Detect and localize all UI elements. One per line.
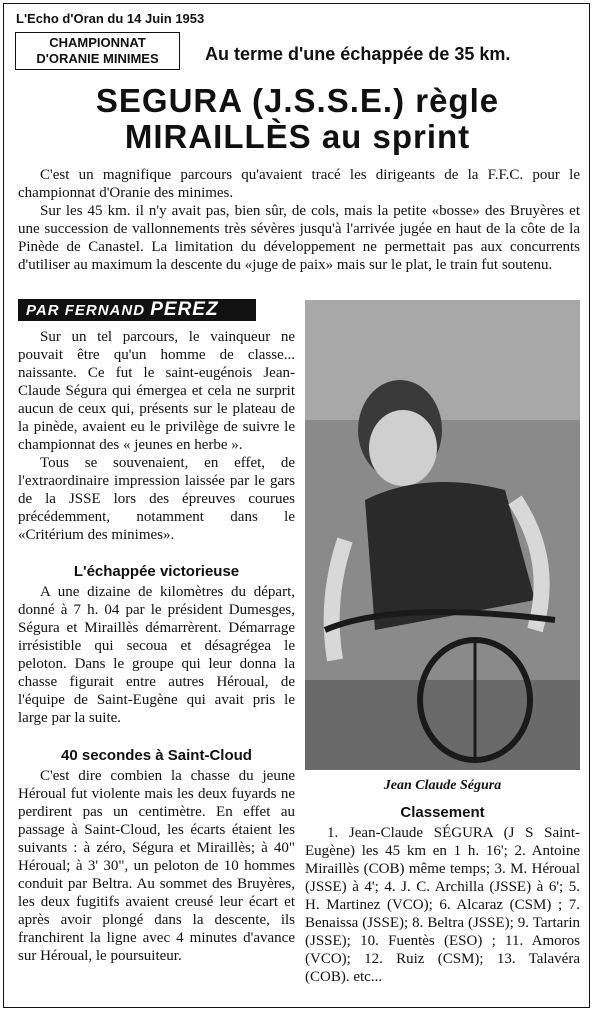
headline: Au terme d'une échappée de 35 km.: [205, 44, 511, 64]
byline: [18, 299, 256, 321]
source-line: L'Echo d'Oran du 14 Juin 1953: [16, 11, 205, 26]
intro: [18, 166, 580, 274]
kicker-box: [15, 32, 180, 70]
classement-block: [305, 824, 580, 986]
intro-paragraph: C'est un magnifique parcours qu'avaient tracé les dirigeants de la F.F.C. pour le championnat d'Oranie des minimes.: [18, 167, 580, 201]
title-line-1: SEGURA (J.S.S.E.) règle: [95, 82, 500, 119]
classement-heading: Classement: [400, 804, 485, 821]
photo-caption: Jean Claude Ségura: [383, 778, 502, 793]
kicker-line-2: D'ORANIE MINIMES: [36, 51, 159, 66]
cyclist-photo-illustration: [305, 300, 580, 770]
body-paragraph: Tous se souvenaient, en effet, de l'extraordinaire impression laissée par le gars de la JSSE lors des épreuves courues précédemment, notamment dans le «Critérium des minimes».: [18, 455, 295, 543]
cyclist-photo: [305, 300, 580, 770]
title-line-2: MIRAILLÈS au sprint: [124, 118, 471, 155]
kicker-line-1: CHAMPIONNAT: [49, 35, 146, 50]
body-paragraph: Sur un tel parcours, le vainqueur ne pouvait être qu'un homme de classe... naissante. Ce fut le saint-eugénois Jean-Claude Ségura qui émergea et cela ne surprit aucun de ceux qui, présents sur le plateau de la pinède, avaient eu le privilège de suivre le championnat des « jeunes en herbe ».: [18, 329, 295, 453]
subheading-saint-cloud: 40 secondes à Saint-Cloud: [61, 747, 252, 764]
classement-text: 1. Jean-Claude SÉGURA (J S Saint-Eugène) les 45 km en 1 h. 16'; 2. Antoine Miraillès (COB) même temps; 3. M. Héroual (JSSE) à 4'; 4. J. C. Archilla (JSSE) à 6'; 5. H. Martinez (VCO); 6. Alcaraz (CSM) ; 7. Benaissa (JSSE); 8. Beltra (JSSE); 9. Tartarin (JSSE); 10. Fuentès (ESO) ; 11. Amoros (VCO); 12. Ruiz (CSM); 13. Talavéra (COB). etc...: [305, 825, 580, 985]
body-paragraph: C'est dire combien la chasse du jeune Héroual fut violente mais les deux fuyards ne perdirent pas un centimètre. En effet au passage à Saint-Cloud, les écarts étaient les suivants : à zéro, Ségura et Miraillès; à 40" Héroual; à 3' 30", un peloton de 10 hommes conduit par Beltra. Au sommet des Bruyères, les deux fugitifs avaient creusé leur écart et après avoir plongé dans la descente, ils franchirent la ligne avec 4 minutes d'avance sur Héroual, le poursuiteur.: [18, 768, 295, 964]
subheading-echappee: L'échappée victorieuse: [73, 563, 240, 580]
byline-name: PEREZ: [150, 299, 219, 320]
byline-prefix: PAR FERNAND: [26, 302, 151, 319]
column-part-3: [18, 767, 295, 965]
body-paragraph: A une dizaine de kilomètres du départ, donné à 7 h. 04 par le président Dumesges, Ségura et Miraillès démarrèrent. Démarrage irrésistible qui secoua et désagrégea le peloton. Dans le groupe qui leur donna la chasse figurait entre autres Héroual, de l'équipe de Saint-Eugène qui avait pris le large par la suite.: [18, 584, 295, 726]
intro-paragraph: Sur les 45 km. il n'y avait pas, bien sûr, de cols, mais la petite «bosse» des Bruyères et une succession de vallonnements très sévères jusqu'à l'arrivée jugée en haut de la côte de la Pinède de Canastel. La limitation du développement ne permettait pas aux concurrents d'utiliser au maximum la descente du «juge de paix» mais sur le plat, le train fut soutenu.: [18, 203, 580, 273]
column-part-2: [18, 583, 295, 727]
column-part-1: [18, 328, 295, 544]
